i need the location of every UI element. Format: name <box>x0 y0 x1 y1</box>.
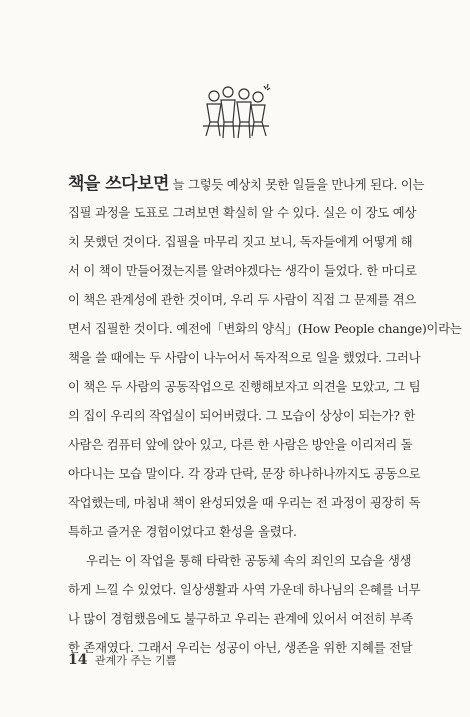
text-line: 나 많이 경험했음에도 불구하고 우리는 관계에 있어서 여전히 부족 <box>68 612 413 626</box>
text-line: 이 책은 두 사람의 공동작업으로 진행해보자고 의견을 모았고, 그 팀 <box>68 380 421 394</box>
body-text <box>68 170 462 663</box>
text-line: 치 못했던 것이다. 집필을 마무리 짓고 보니, 독자들에게 어떻게 해 <box>68 235 413 249</box>
page-number: 14 <box>68 652 88 668</box>
text-line: 서 이 책이 만들어졌는지를 알려야겠다는 생각이 들었다. 한 마디로 <box>68 264 417 278</box>
page-footer <box>68 652 176 668</box>
text-line: 이 책은 관계성에 관한 것이며, 우리 두 사람이 직접 그 문제를 겪으 <box>68 293 417 307</box>
text-line: 면서 집필한 것이다. 예전에「변화의 양식」(How People change)이라는 <box>68 322 462 336</box>
lead-phrase: 책을 쓰다보면 <box>68 174 169 194</box>
text-line <box>68 170 425 199</box>
people-group-illustration <box>200 82 272 142</box>
text-line: 책을 쓸 때에는 두 사람이 나누어서 독자적으로 일을 했었다. 그러나 <box>68 351 421 365</box>
text-line: 의 집이 우리의 작업실이 되어버렸다. 그 모습이 상상이 되는가? 한 <box>68 409 416 423</box>
text-line: 집필 과정을 도표로 그려보면 확실히 알 수 있다. 실은 이 장도 예상 <box>68 206 417 220</box>
text-line: 아다니는 모습 말이다. 각 장과 단락, 문장 하나하나까지도 공동으로 <box>68 467 421 481</box>
text-line: 한 존재였다. 그래서 우리는 성공이 아닌, 생존을 위한 지혜를 전달 <box>68 641 413 655</box>
line-text: 늘 그렇듯 예상치 못한 일들을 만나게 된다. 이는 <box>168 178 425 192</box>
text-line: 사람은 컴퓨터 앞에 앉아 있고, 다른 한 사람은 방안을 이리저리 돌 <box>68 438 413 452</box>
running-title: 관계가 주는 기쁨 <box>94 654 177 667</box>
text-line: 작업했는데, 마침내 책이 완성되었을 때 우리는 전 과정이 굉장히 독 <box>68 496 421 510</box>
text-line: 특하고 즐거운 경험이었다고 환성을 올렸다. <box>68 525 297 539</box>
text-line: 우리는 이 작업을 통해 타락한 공동체 속의 죄인의 모습을 생생 <box>86 554 412 568</box>
text-line: 하게 느낄 수 있었다. 일상생활과 사역 가운데 하나님의 은혜를 너무 <box>68 583 421 597</box>
